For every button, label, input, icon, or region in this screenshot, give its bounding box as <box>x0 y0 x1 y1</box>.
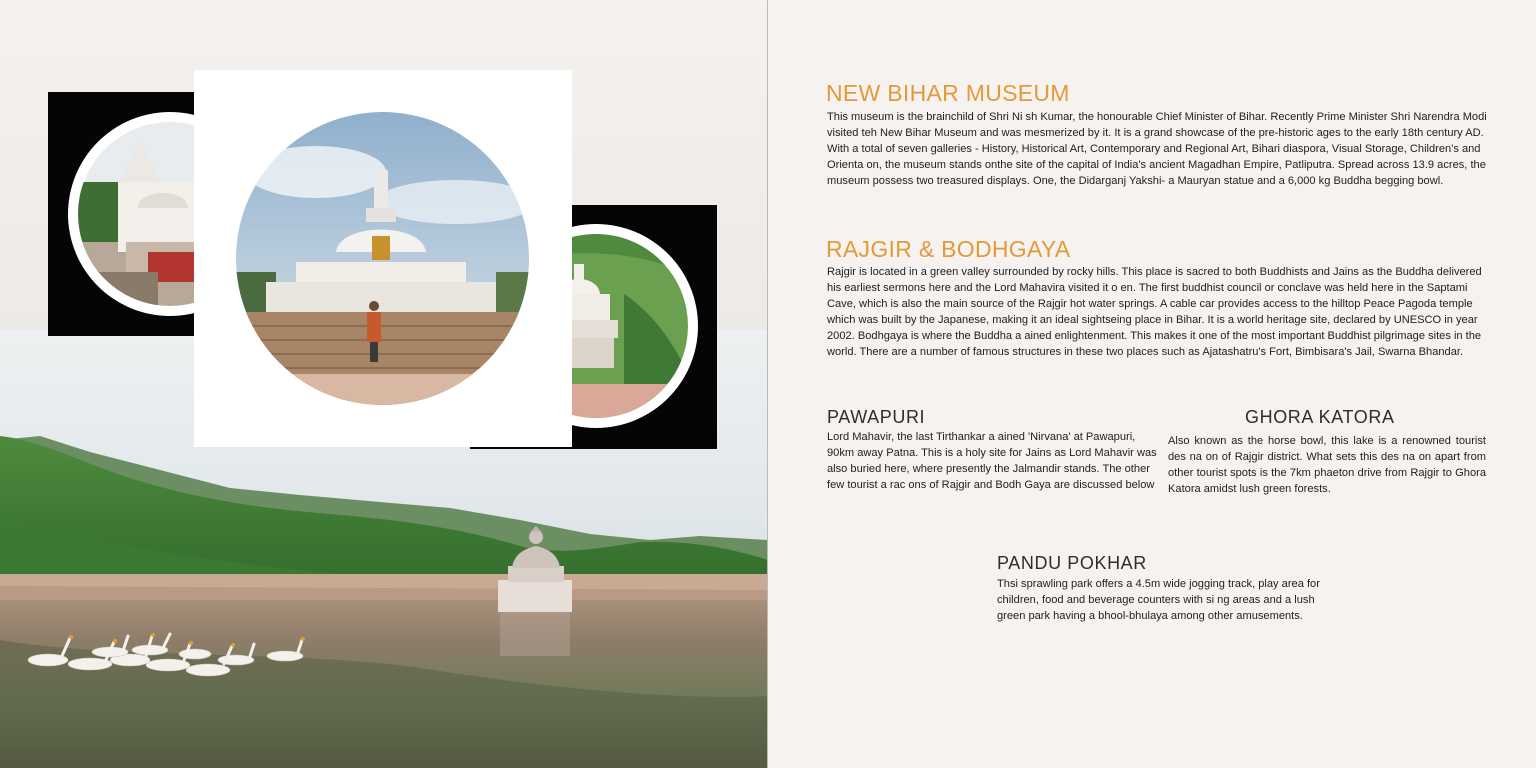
pandu-pokhar-title: PANDU POKHAR <box>997 553 1147 573</box>
pawapuri-body: Lord Mahavir, the last Tirthankar a ained 'Nirvana' at Pawapuri, 90km away Patna. This is a holy site for Jains as Lord Mahavir was also buried here, where presently the Jalmandir stands. The other few tourist a rac ons of Rajgir and Bodh Gaya are discussed below <box>827 431 1157 491</box>
pawapuri-title: PAWAPURI <box>827 407 926 427</box>
pandu-pokhar-body: Thsi sprawling park offers a 4.5m wide jogging track, play area for children, food and beverage counters with si ng areas and a lush green park having a bhool-bhulaya among other amusements. <box>997 578 1320 622</box>
ghora-katora-title: GHORA KATORA <box>1245 407 1395 427</box>
peace-pagoda-photo <box>236 112 529 405</box>
museum-body: This museum is the brainchild of Shri Ni sh Kumar, the honourable Chief Minister of Bihar. Recently Prime Minister Shri Narendra Modi visited teh New Bihar Museum and was mesmerized by it. It is a grand showcase of the pre-historic ages to the early 18th century AD. With a total of seven galleries - History, Historical Art, Contemporary and Regional Art, Bihari diaspora, Visual Storage, Children's and Orienta on, the museum stands onthe site of the capital of India's ancient Magadhan Empire, Patliputra. Spread across 13.9 acres, the museum possess two treasured displays. One, the Didarganj Yakshi- a Mauryan statue and a 6,000 kg Buddha begging bowl. <box>827 111 1487 187</box>
rajgir-body: Rajgir is located in a green valley surrounded by rocky hills. This place is sacred to both Buddhists and Jains as the Buddha delivered his earliest sermons here and the Lord Mahavira visited it o en. The first buddhist council or conclave was held here in the Saptami Cave, which is also the main source of the Rajgir hot water springs. A cable car provides access to the hilltop Peace Pagoda temple which was built by the Japanese, making it an ideal sightseing place in Bihar. It is a world heritage site, declared by UNESCO in year 2002. Bodhgaya is where the Buddha a ained enlightenment. This makes it one of the most important Buddhist pilgrimage sites in the world. There are a number of famous structures in these two places such as Ajatashatru's Fort, Bimbisara's Jail, Swarna Bhandar. <box>827 266 1482 358</box>
museum-title: NEW BIHAR MUSEUM <box>826 80 1070 106</box>
right-page <box>768 0 1536 768</box>
ghora-katora-body: Also known as the horse bowl, this lake is a renowned tourist des na on of Rajgir district. What sets this des na on apart from other tourist spots is the 7km phaeton drive from Rajgir to Ghora Katora amidst lush green forests. <box>1168 435 1486 495</box>
rajgir-title: RAJGIR & BODHGAYA <box>826 236 1071 262</box>
